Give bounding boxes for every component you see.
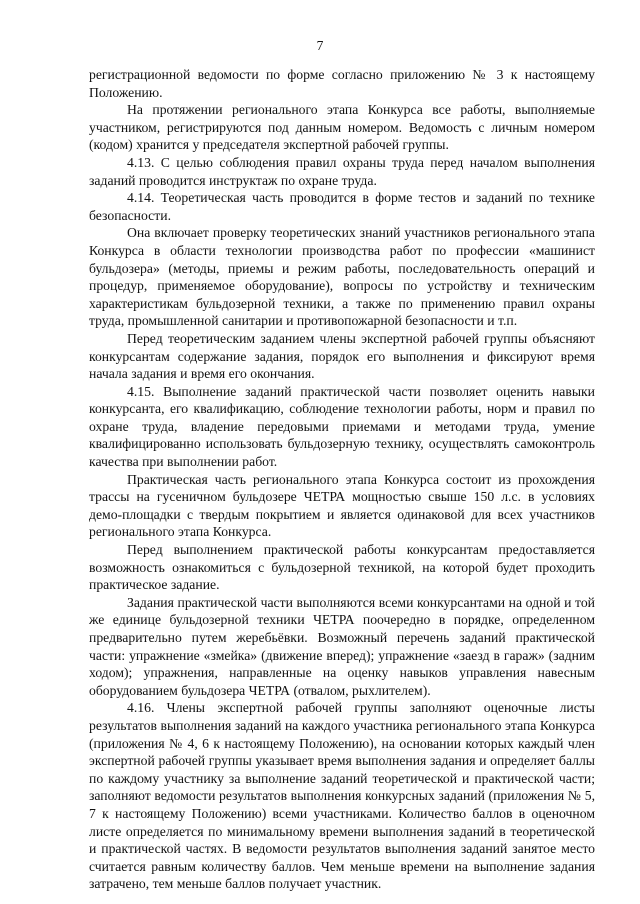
paragraph-practical-track: Практическая часть регионального этапа Конкурса состоит из прохождения трассы на гусеничном бульдозере ЧЕТРА мощностью свыше 150 л.с. в условиях демо-площадки с твердым покрытием и является одинаковой для всех участников регионального этапа Конкурса. [89,471,595,540]
paragraph-4-15: 4.15. Выполнение заданий практической части позволяет оценить навыки конкурсанта, его квалификацию, соблюдение технологии работы, норм и правил по охране труда, владение передовыми приемами и методами труда, умение квалифицированно использовать бульдозерную технику, осуществлять самоконтроль качества при выполнении работ. [89,383,595,470]
paragraph-registration-number: На протяжении регионального этапа Конкурса все работы, выполняемые участником, регистрируются под данным номером. Ведомость с личным номером (кодом) хранится у председателя экспертной рабочей группы. [89,102,595,153]
paragraph-4-16: 4.16. Члены экспертной рабочей группы заполняют оценочные листы результатов выполнения заданий на каждого участника регионального этапа Конкурса (приложения № 4, 6 к настоящему Положению), на основании которых каждый член экспертной рабочей группы указывает время выполнения задания и определяет баллы по каждому участнику за выполнение заданий теоретической и практической части; заполняют ведомости результатов выполнения конкурсных заданий (приложения № 5, 7 к настоящему Положению) всеми участниками. Количество баллов в оценочном листе определяется по минимальному времени выполнения заданий в теоретической и практической частях. В ведомости результатов выполнения заданий занятое место считается равным количеству баллов. Чем меньше времени на выполнение задания затрачено, тем меньше баллов получает участник. [89,700,595,892]
paragraph-4-14: 4.14. Теоретическая часть проводится в форме тестов и заданий по технике безопасности. [89,190,595,223]
paragraph-theory-scope: Она включает проверку теоретических знаний участников регионального этапа Конкурса в области технологии производства работ по профессии «машинист бульдозера» (методы, приемы и режим работы, последовательность операций и процедур, применяемое оборудование), вопросы по устройству и техническим характеристикам бульдозерной техники, а также по применению правил охраны труда, промышленной санитарии и противопожарной безопасности и т.п. [89,225,595,329]
paragraph-4-13: 4.13. С целью соблюдения правил охраны труда перед началом выполнения заданий проводится инструктаж по охране труда. [89,154,595,188]
document-body [89,66,595,893]
paragraph-practical-familiarization: Перед выполнением практической работы конкурсантам предоставляется возможность ознакомиться с бульдозерной техникой, на которой будет проходить практическое задание. [89,542,595,593]
paragraph-theory-briefing: Перед теоретическим заданием члены экспертной рабочей группы объясняют конкурсантам содержание задания, порядок его выполнения и фиксируют время начала задания и время его окончания. [89,330,595,382]
page-number: 7 [316,38,324,53]
paragraph-registration-continued: регистрационной ведомости по форме согласно приложению № 3 к настоящему Положению. [89,67,595,100]
paragraph-practical-tasks: Задания практической части выполняются всеми конкурсантами на одной и той же единице бульдозерной техники ЧЕТРА поочередно в порядке, определенном предварительно путем жеребьёвки. Возможный перечень заданий практической части: упражнение «змейка» (движение вперед); упражнение «заезд в гараж» (задним ходом); упражнения, направленные на оценку навыков управления навесным оборудованием бульдозера ЧЕТРА (отвалом, рыхлителем). [89,594,595,698]
